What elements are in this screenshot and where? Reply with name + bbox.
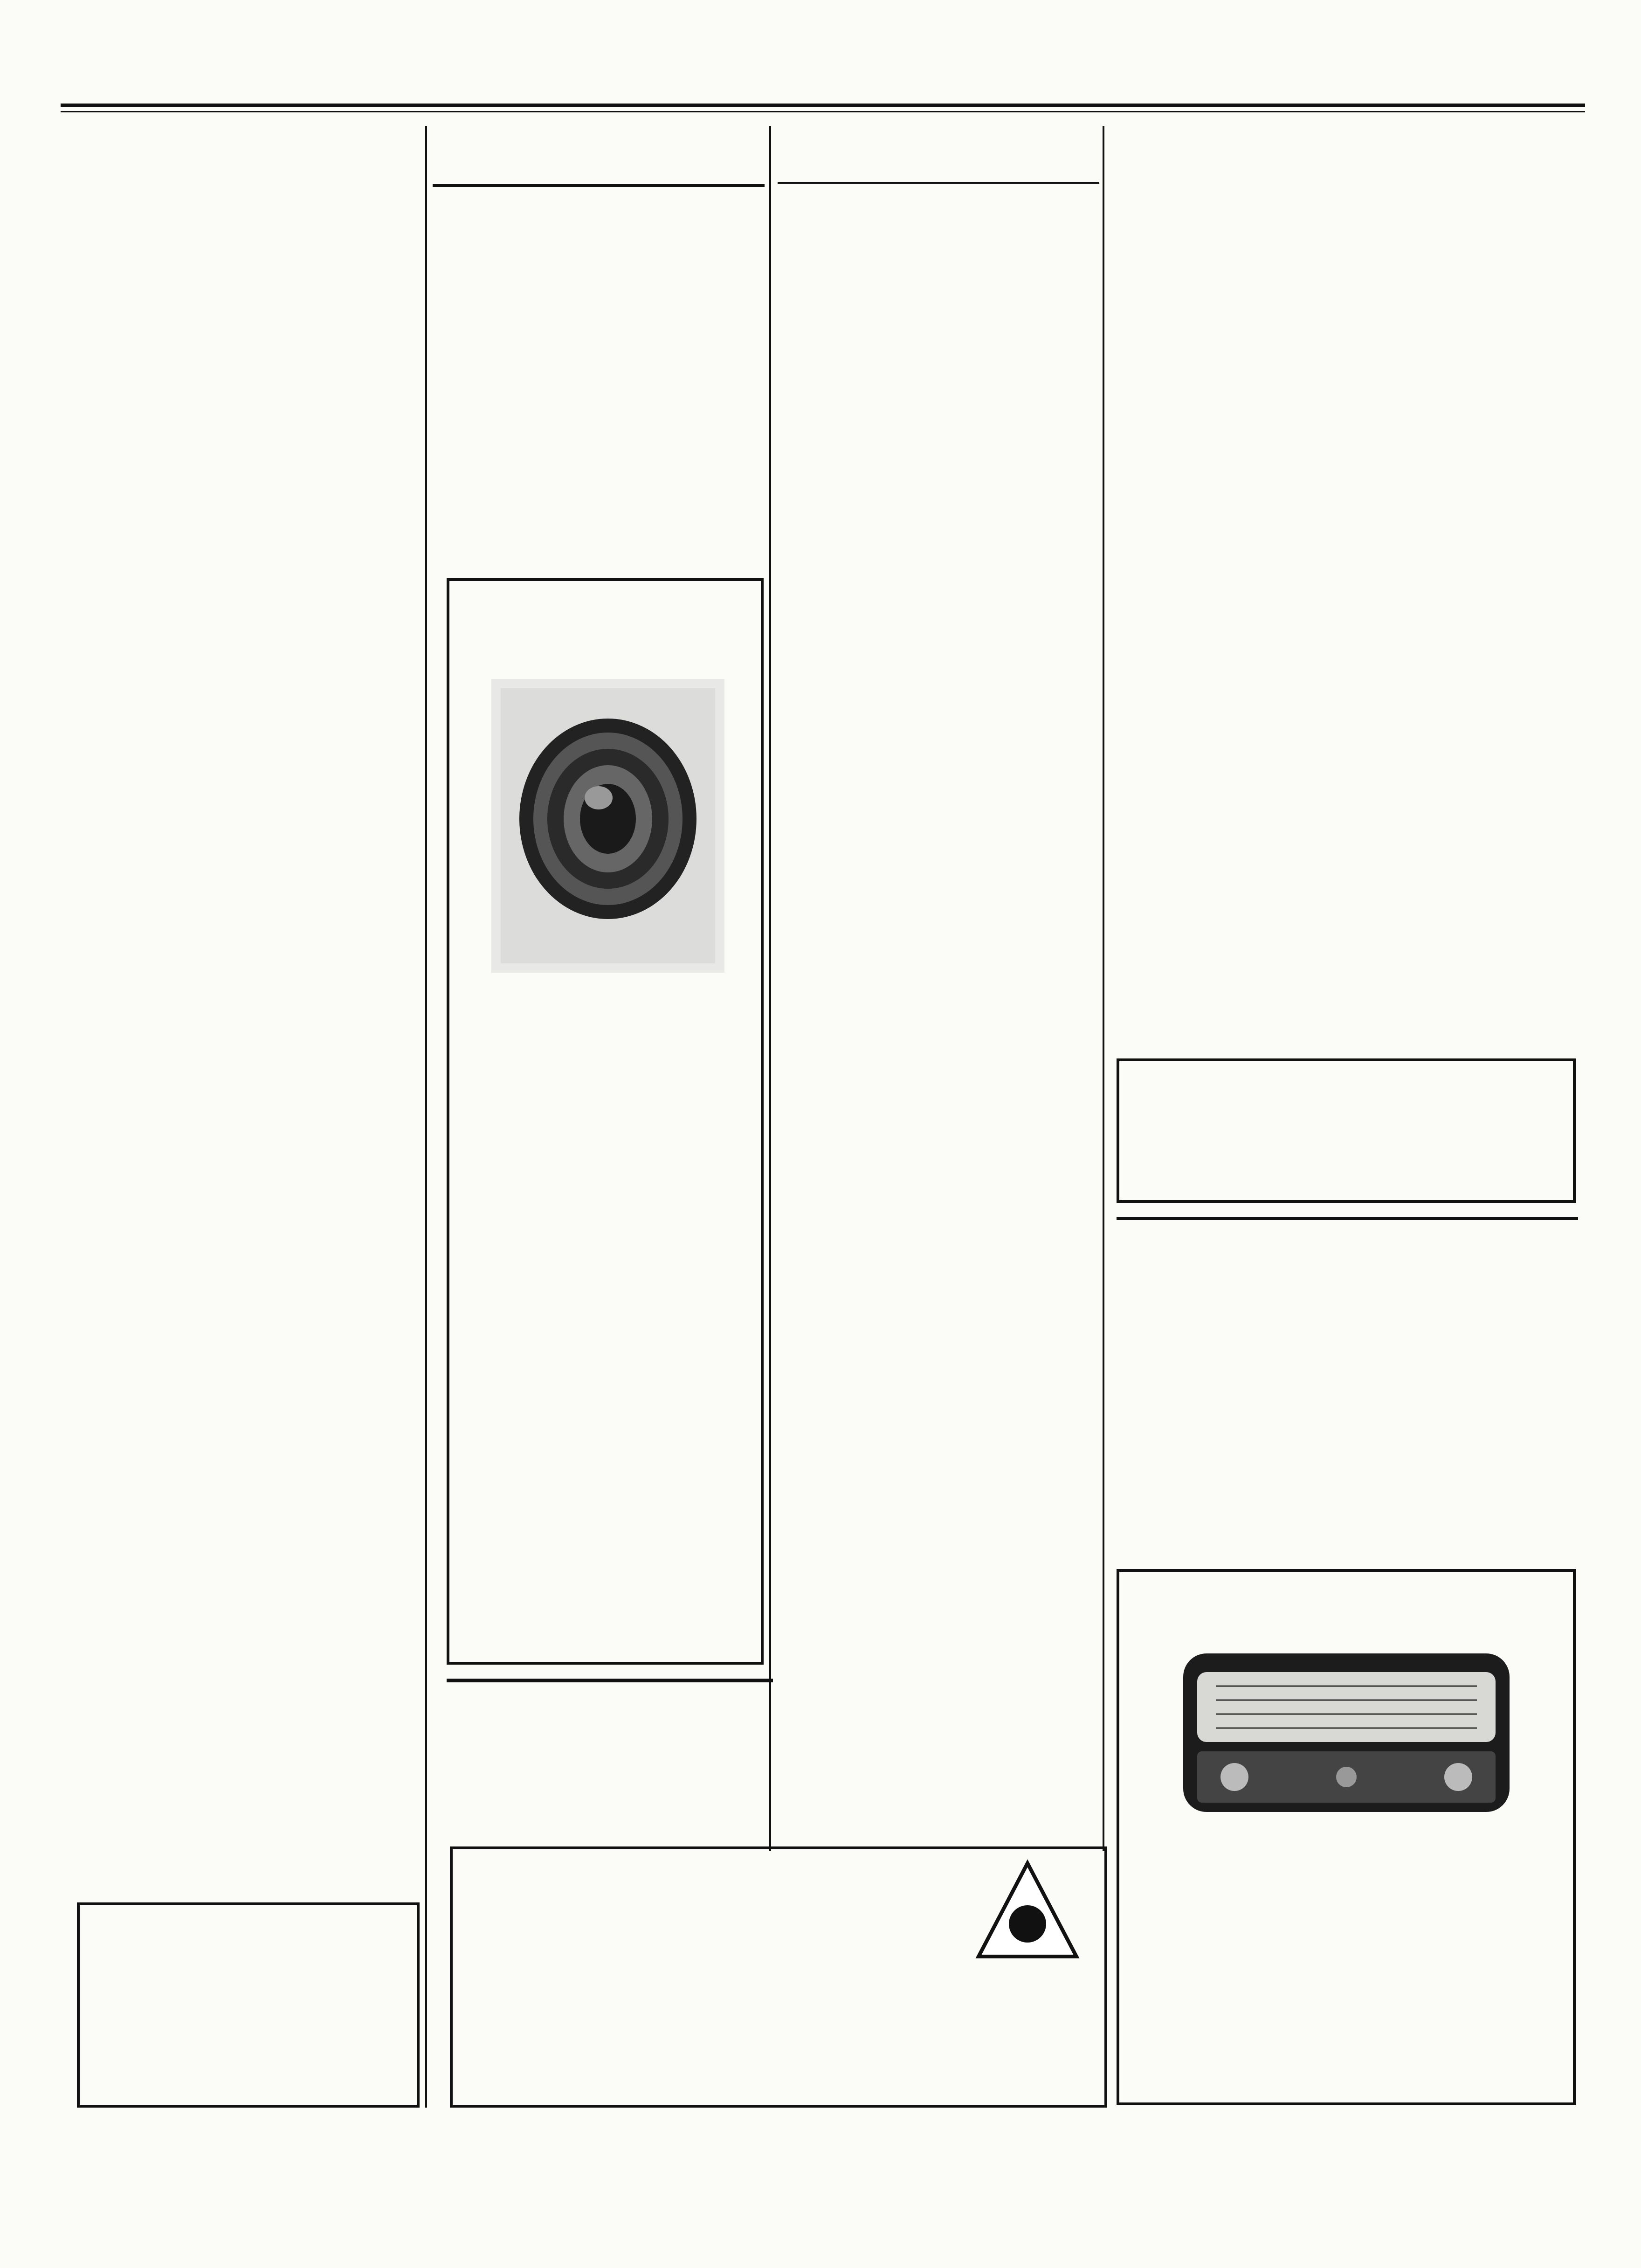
- col1: [70, 131, 420, 276]
- ventaxia-brand: [459, 991, 757, 1131]
- electro-seal: [974, 1859, 1081, 1966]
- ventaxia-fine1: [454, 1196, 762, 1204]
- ventaxia-top: [449, 581, 636, 590]
- fan-icon: [491, 679, 724, 973]
- contribuinte-headline: [70, 131, 420, 201]
- cruzadas-headline: [1110, 135, 1580, 187]
- pequenas-headline: [433, 133, 765, 187]
- luxor-ad: [1117, 1569, 1576, 2105]
- camisas-ad: [1117, 1058, 1576, 1203]
- batelao-story: [1117, 1217, 1578, 1279]
- radio-image: [1179, 1644, 1514, 1821]
- diario-logo: [778, 135, 1099, 184]
- col2: [433, 133, 765, 194]
- col-divider-3: [1103, 126, 1104, 1851]
- masthead-rule: [61, 104, 1585, 107]
- batelao-headline: [1117, 1217, 1578, 1276]
- col-divider-1: [425, 126, 427, 2108]
- ventaxia-image: [491, 679, 724, 973]
- electro-seal-icon: [974, 1859, 1081, 1966]
- col3: [778, 135, 1099, 187]
- col4: [1110, 135, 1580, 531]
- casamax-ad: [77, 1902, 420, 2108]
- col-divider-2: [769, 126, 771, 1851]
- masthead-rule-thin: [61, 111, 1585, 112]
- electro-ad: [450, 1846, 1107, 2108]
- crossword: [1110, 201, 1580, 527]
- ventaxia-ad: [447, 578, 764, 1665]
- radio-icon: [1179, 1644, 1514, 1821]
- amigos-box: [447, 1679, 773, 1837]
- camisas-title: [1119, 1066, 1573, 1106]
- assaltos-headline: [70, 219, 420, 270]
